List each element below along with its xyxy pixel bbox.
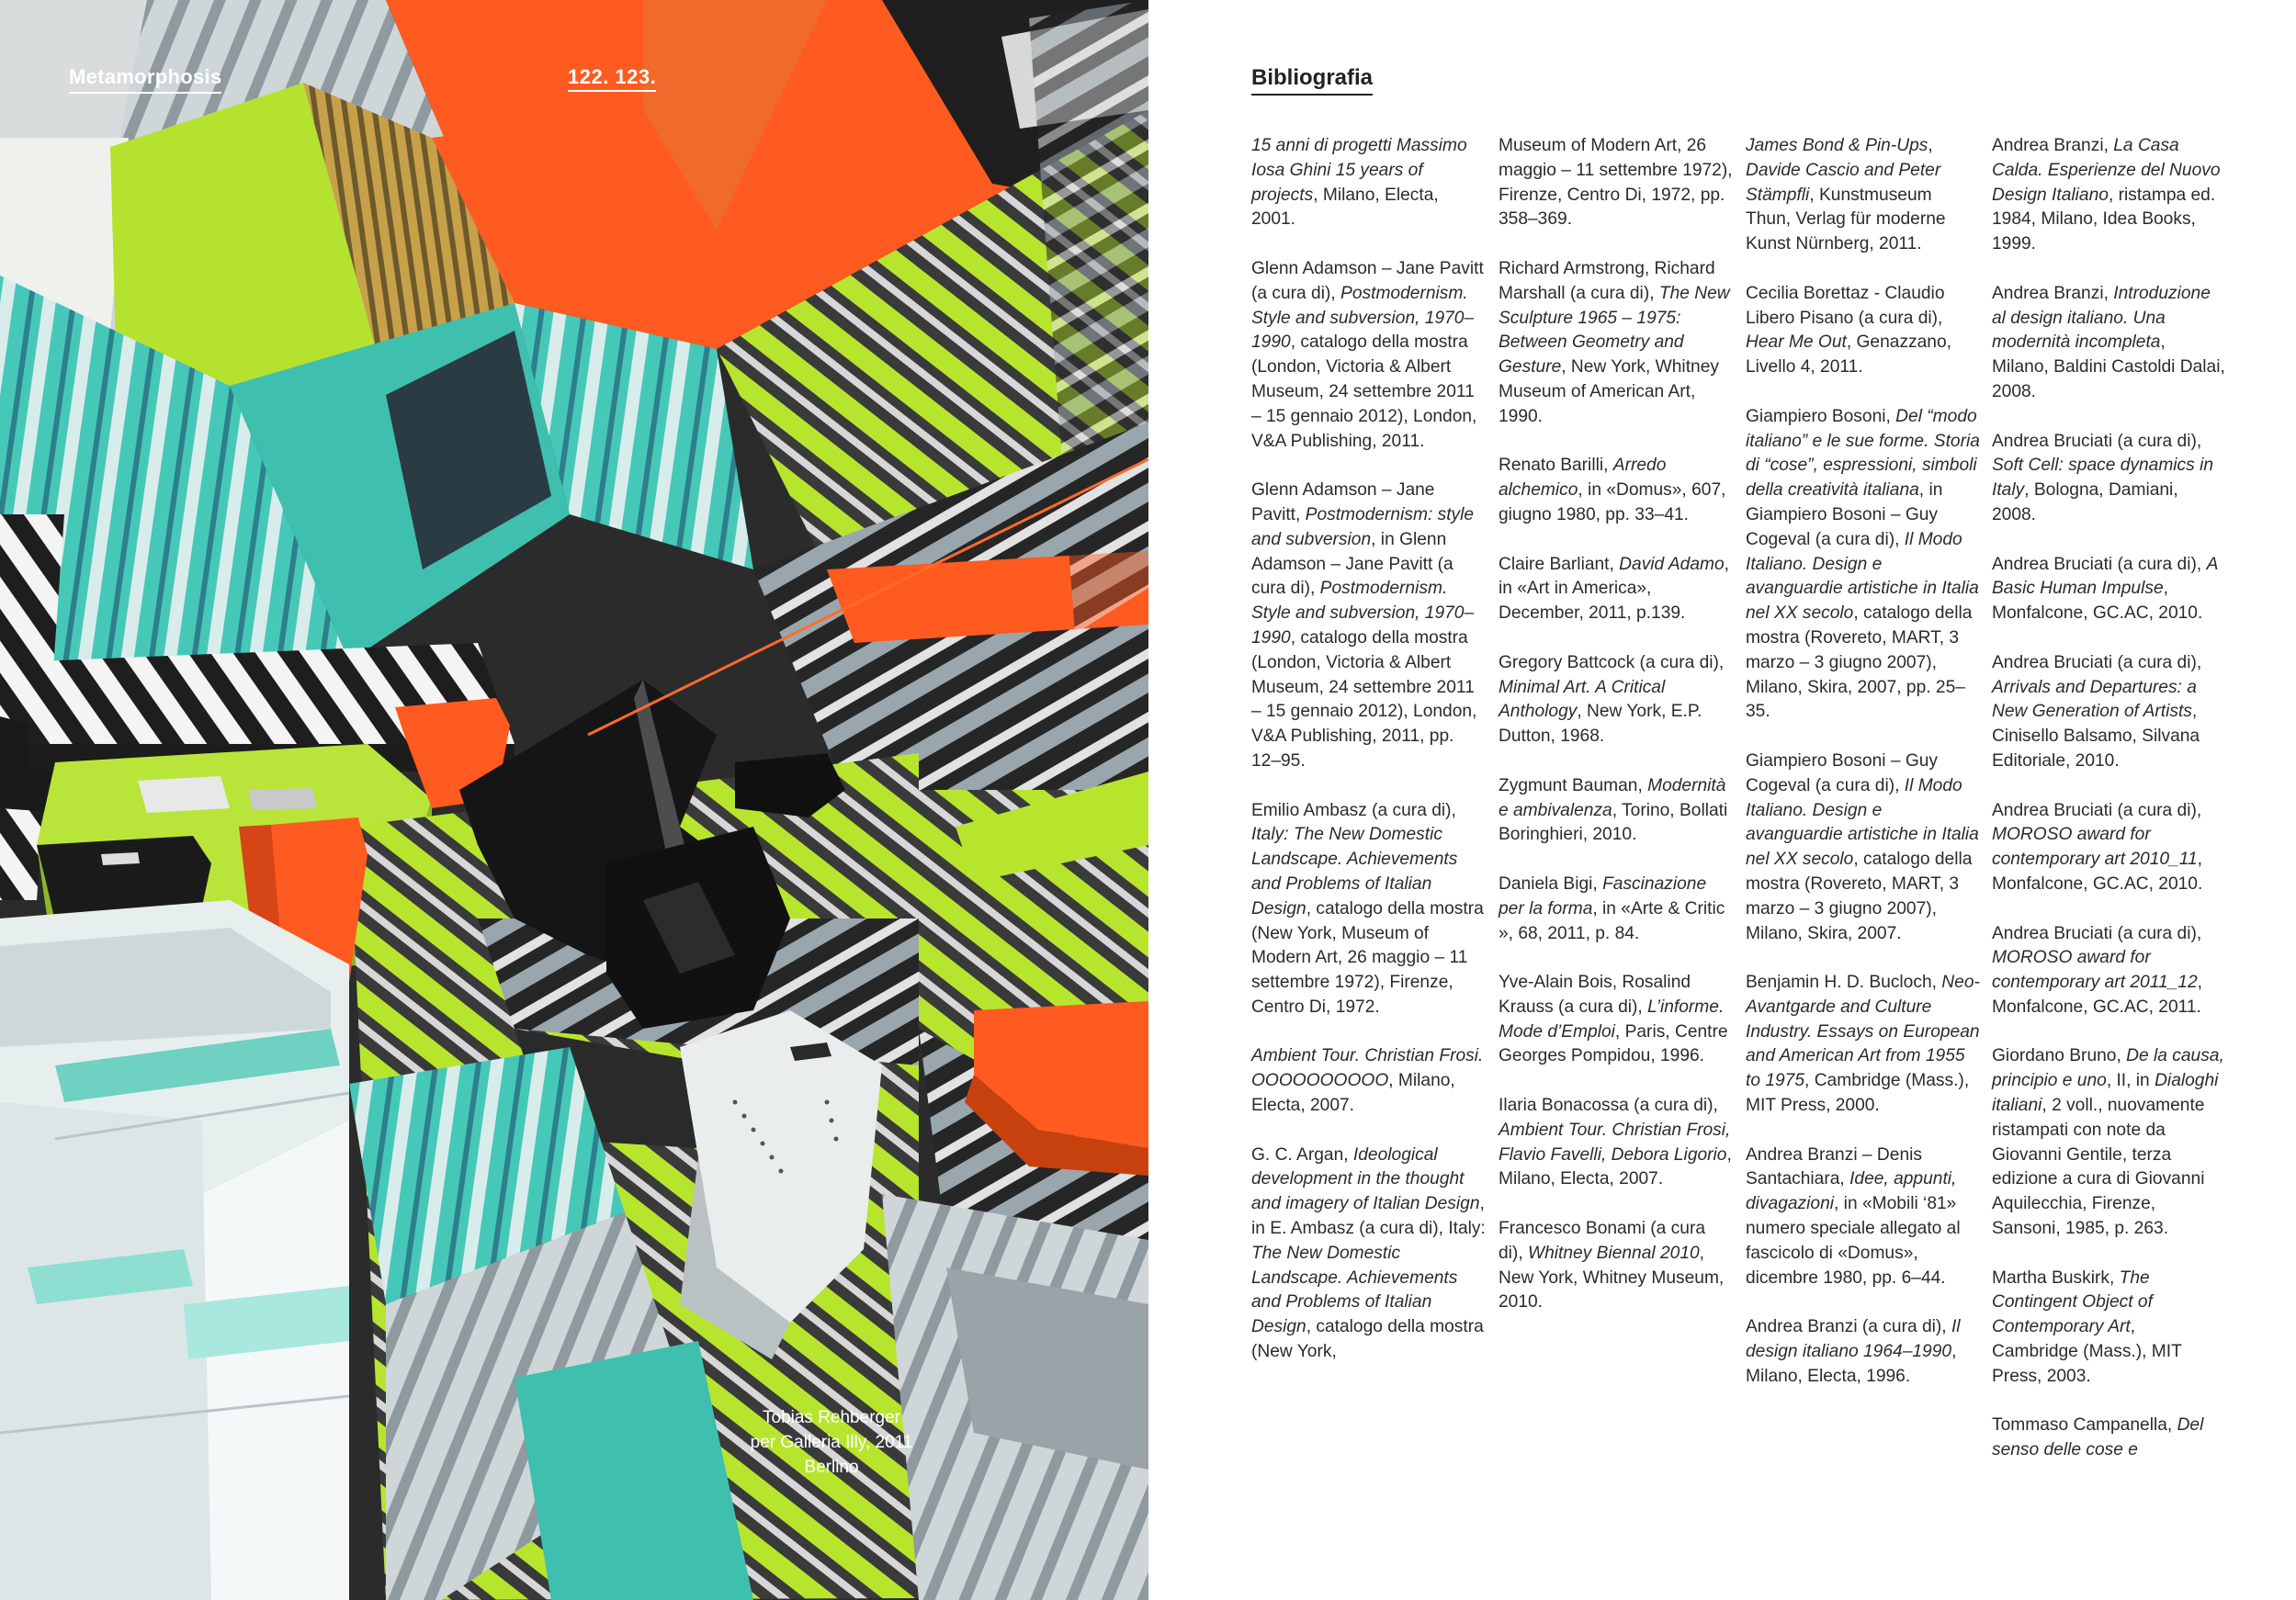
page-numbers [568, 64, 656, 90]
entry-text: , Milano, Electa, 2001. [1251, 185, 1439, 230]
photo-caption-line: per Galleria Illy, 2011 [750, 1433, 913, 1452]
entry-title-text: Postmodernism: style and subversion [1251, 504, 1475, 549]
entry-text: , in Giampiero Bosoni – Guy Cogeval (a cura di), [1746, 480, 1943, 549]
bibliography-entry [1992, 430, 2226, 528]
entry-text: , Cinisello Balsamo, Silvana Editoriale, 2010. [1992, 702, 2200, 771]
entry-text: Richard Armstrong, Richard Marshall (a cura di), [1499, 258, 1715, 303]
entry-title-text: A Basic Human Impulse [1992, 554, 2218, 599]
bibliography-entry [1499, 553, 1733, 626]
bibliography-entry [1499, 454, 1733, 527]
entry-title-text: Il Modo Italiano. Design e avanguardie artistiche in Italia nel XX secolo [1746, 775, 1979, 870]
bibliography-entry [1992, 1044, 2226, 1241]
entry-title-text: Del “modo italiano” e le sue forme. Storia di “cose”, espressioni, simboli della creatività italiana [1746, 406, 1980, 501]
entry-text: Cecilia Borettaz - Claudio Libero Pisano (a cura di), [1746, 283, 1945, 328]
page-numbers-label: 122. 123. [568, 65, 656, 92]
entry-text: , New York, Whitney Museum, 2010. [1499, 1243, 1725, 1313]
entry-title-text: La Casa Calda. Esperienze del Nuovo Design Italiano [1992, 136, 2221, 205]
entry-text: , Kunstmuseum Thun, Verlag für moderne Kunst Nürnberg, 2011. [1746, 185, 1946, 254]
entry-text: , Monfalcone, GC.AC, 2010. [1992, 850, 2203, 894]
entry-text: , in Glenn Adamson – Jane Pavitt (a cura di), [1251, 529, 1453, 599]
entry-text: Andrea Bruciati (a cura di), [1992, 431, 2202, 451]
entry-text: , catalogo della mostra (Rovereto, MART, 3 marzo – 3 giugno 2007), Milano, Skira, 2007. [1746, 850, 1973, 943]
entry-text: , in «Arte & Critic », 68, 2011, p. 84. [1499, 898, 1725, 943]
entry-text: Andrea Branzi (a cura di), [1746, 1317, 1951, 1337]
bibliography-page [1148, 0, 2296, 1600]
entry-title-text: Fascinazione per la forma [1499, 873, 1707, 918]
entry-text: , Milano, Electa, 2007. [1499, 1144, 1732, 1189]
entry-text: Andrea Bruciati (a cura di), [1992, 554, 2207, 574]
entry-title-text: Modernità e ambivalenza [1499, 775, 1726, 820]
entry-text: Claire Barliant, [1499, 554, 1620, 574]
bibliography-column-1 [1251, 134, 1486, 1390]
bibliography-entry [1251, 799, 1486, 1020]
entry-title-text: Ambient Tour. Christian Frosi, Flavio Favelli, Debora Ligorio [1499, 1120, 1731, 1165]
entry-title-text: Introduzione al design italiano. Una modernità incompleta [1992, 283, 2211, 353]
entry-text: , in «Domus», 607, giugno 1980, pp. 33–41. [1499, 480, 1726, 524]
entry-text: Tommaso Campanella, [1992, 1415, 2177, 1436]
entry-text: Glenn Adamson – Jane Pavitt, [1251, 480, 1435, 524]
entry-text: Zygmunt Bauman, [1499, 775, 1648, 795]
entry-title-text: The New Domestic Landscape. Achievements and Problems of Italian Design [1251, 1243, 1458, 1337]
entry-title-text: 15 anni di progetti Massimo Iosa Ghini 15 years of projects [1251, 136, 1467, 205]
bibliography-title: Bibliografia [1251, 64, 1373, 96]
entry-text: Emilio Ambasz (a cura di), [1251, 800, 1456, 820]
entry-title-text: James Bond & Pin-Ups [1746, 136, 1928, 155]
entry-text: , ristampa ed. 1984, Milano, Idea Books, 1999. [1992, 185, 2216, 254]
entry-text: , Cambridge (Mass.), MIT Press, 2000. [1746, 1071, 1970, 1116]
bibliography-entry [1746, 1144, 1980, 1291]
entry-text: , Monfalcone, GC.AC, 2011. [1992, 973, 2202, 1017]
bibliography-entry [1746, 405, 1980, 725]
entry-title-text: Arredo alchemico [1499, 456, 1667, 501]
bibliography-entry [1746, 282, 1980, 380]
entry-text: Ilaria Bonacossa (a cura di), [1499, 1096, 1718, 1116]
entry-text: , in E. Ambasz (a cura di), Italy: [1251, 1194, 1486, 1239]
entry-text: , Cambridge (Mass.), MIT Press, 2003. [1992, 1317, 2182, 1386]
bibliography-entry [1499, 257, 1733, 430]
entry-text: , Milano, Baldini Castoldi Dalai, 2008. [1992, 332, 2225, 401]
bibliography-entry [1746, 1315, 1980, 1389]
entry-text: , Genazzano, Livello 4, 2011. [1746, 332, 1951, 377]
entry-title-text: Del senso delle cose e [1992, 1415, 2204, 1460]
entry-text: Gregory Battcock (a cura di), [1499, 652, 1725, 672]
entry-text: , catalogo della mostra (New York, Museum of Modern Art, 26 maggio – 11 settembre 1972), Firenze, Centro Di, 1972. [1251, 898, 1484, 1017]
entry-title-text: Postmodernism. Style and subversion, 1970–1990 [1251, 579, 1475, 648]
entry-title-text: Davide Cascio and Peter Stämpfli [1746, 160, 1941, 205]
entry-title-text: Minimal Art. A Critical Anthology [1499, 677, 1666, 722]
entry-text: , in «Mobili ‘81» numero speciale allegato al fascicolo di «Domus», dicembre 1980, pp. 6–44. [1746, 1194, 1961, 1288]
entry-text: , New York, E.P. Dutton, 1968. [1499, 702, 1702, 747]
bibliography-entry [1251, 134, 1486, 232]
entry-text: , catalogo della mostra (Rovereto, MART, 3 marzo – 3 giugno 2007), Milano, Skira, 2007, pp. 25–35. [1746, 603, 1973, 722]
entry-text: Renato Barilli, [1499, 456, 1613, 476]
bibliography-entry [1499, 971, 1733, 1069]
entry-text: Giampiero Bosoni, [1746, 406, 1896, 426]
photo-caption-line: Berlino [804, 1458, 859, 1477]
entry-text: Yve-Alain Bois, Rosalind Krauss (a cura di), [1499, 973, 1691, 1017]
entry-text: Giampiero Bosoni – Guy Cogeval (a cura di), [1746, 750, 1939, 795]
bibliography-entry [1992, 553, 2226, 626]
entry-text: G. C. Argan, [1251, 1144, 1353, 1165]
bibliography-entry [1992, 922, 2226, 1020]
entry-text: , 2 voll., nuovamente ristampati con note da Giovanni Gentile, terza edizione a cura di Giovanni Aquilecchia, Firenze, Sansoni, 1985, p. 263. [1992, 1096, 2205, 1239]
bibliography-entry [1992, 799, 2226, 897]
entry-text: , Paris, Centre Georges Pompidou, 1996. [1499, 1021, 1728, 1066]
entry-title-text: David Adamo [1619, 554, 1725, 574]
entry-title-text: Hear Me Out [1746, 332, 1847, 353]
entry-text: , Torino, Bollati Boringhieri, 2010. [1499, 800, 1728, 845]
entry-title-text: Ideological development in the thought and imagery of Italian Design [1251, 1144, 1480, 1214]
entry-text: , catalogo della mostra (London, Victoria & Albert Museum, 24 settembre 2011 – 15 gennaio 2012), London, V&A Publishing, 2011, pp. 12–95. [1251, 627, 1477, 771]
photo-caption-line: Tobias Rehberger [763, 1408, 900, 1427]
entry-text: Andrea Branzi, [1992, 283, 2114, 303]
bibliography-column-4 [1992, 134, 2226, 1488]
entry-text: Francesco Bonami (a cura di), [1499, 1219, 1706, 1263]
entry-title-text: Soft Cell: space dynamics in Italy [1992, 456, 2214, 501]
bibliography-column-3 [1746, 134, 1980, 1414]
entry-title-text: Arrivals and Departures: a New Generation of Artists [1992, 677, 2197, 722]
entry-title-text: De la causa, principio e uno [1992, 1046, 2224, 1091]
bibliography-entry [1992, 651, 2226, 774]
bibliography-entry [1499, 1217, 1733, 1315]
entry-text: , New York, Whitney Museum of American Art, 1990. [1499, 357, 1719, 426]
bibliography-entry [1499, 651, 1733, 749]
entry-text: , Milano, Electa, 1996. [1746, 1342, 1957, 1386]
entry-title-text: The Contingent Object of Contemporary Art [1992, 1268, 2153, 1337]
entry-title-text: Neo-Avantgarde and Culture Industry. Essays on European and American Art from 1955 to 1975 [1746, 973, 1980, 1091]
entry-text: Benjamin H. D. Bucloch, [1746, 973, 1942, 993]
bibliography-entry [1992, 1414, 2226, 1463]
entry-title-text: Italy: The New Domestic Landscape. Achievements and Problems of Italian Design [1251, 825, 1458, 918]
bibliography-entry [1251, 257, 1486, 454]
entry-text: , catalogo della mostra (New York, [1251, 1317, 1484, 1362]
bibliography-entry [1251, 479, 1486, 774]
entry-text: , [1928, 136, 1933, 155]
entry-text: , Bologna, Damiani, 2008. [1992, 480, 2178, 524]
entry-title-text: The New Sculpture 1965 – 1975: Between Geometry and Gesture [1499, 283, 1730, 377]
bibliography-entry [1992, 134, 2226, 257]
bibliography-entry [1499, 134, 1733, 232]
bibliography-entry [1992, 1267, 2226, 1390]
running-title: Metamorphosis [69, 64, 221, 94]
bibliography-entry [1251, 1144, 1486, 1365]
entry-title-text: Dialoghi italiani [1992, 1071, 2219, 1116]
entry-text: Martha Buskirk, [1992, 1268, 2120, 1288]
entry-text: Glenn Adamson – Jane Pavitt (a cura di), [1251, 258, 1484, 303]
bibliography-entry [1499, 774, 1733, 848]
entry-text: , II, in [2106, 1071, 2155, 1091]
bibliography-entry [1499, 873, 1733, 946]
entry-title-text: Postmodernism. Style and subversion, 1970–1990 [1251, 283, 1475, 353]
entry-text: Andrea Bruciati (a cura di), [1992, 923, 2202, 943]
bibliography-column-2 [1499, 134, 1733, 1340]
photo-caption [726, 1405, 937, 1480]
entry-title-text: Whitney Biennal 2010 [1528, 1243, 1700, 1263]
entry-title-text: Ambient Tour. Christian Frosi. OOOOOOOOOO [1251, 1046, 1484, 1091]
entry-text: Museum of Modern Art, 26 maggio – 11 settembre 1972), Firenze, Centro Di, 1972, pp. 358–369. [1499, 136, 1733, 230]
entry-text: Andrea Branzi, [1992, 136, 2114, 155]
entry-title-text: Il design italiano 1964–1990 [1746, 1317, 1961, 1362]
bibliography-entry [1746, 134, 1980, 257]
bibliography-entry [1746, 749, 1980, 946]
bibliography-entry [1251, 1044, 1486, 1118]
bibliography-entry [1499, 1094, 1733, 1192]
entry-text: Andrea Bruciati (a cura di), [1992, 652, 2202, 672]
entry-text: Daniela Bigi, [1499, 873, 1603, 894]
entry-text: , in «Art in America», December, 2011, p.139. [1499, 554, 1729, 624]
entry-title-text: MOROSO award for contemporary art 2010_11 [1992, 825, 2198, 870]
entry-title-text: Il Modo Italiano. Design e avanguardie artistiche in Italia nel XX secolo [1746, 529, 1979, 624]
entry-text: , Milano, Electa, 2007. [1251, 1071, 1455, 1116]
entry-text: Andrea Bruciati (a cura di), [1992, 800, 2202, 820]
entry-text: , Monfalcone, GC.AC, 2010. [1992, 579, 2203, 624]
entry-title-text: Idee, appunti, divagazioni [1746, 1169, 1957, 1214]
entry-text: Andrea Branzi – Denis Santachiara, [1746, 1144, 1922, 1189]
entry-title-text: MOROSO award for contemporary art 2011_12 [1992, 948, 2198, 993]
bibliography-entry [1992, 282, 2226, 405]
entry-text: , catalogo della mostra (London, Victoria & Albert Museum, 24 settembre 2011 – 15 gennaio 2012), London, V&A Publishing, 2011. [1251, 332, 1477, 451]
entry-title-text: L’informe. Mode d’Emploi [1499, 997, 1725, 1042]
bibliography-entry [1746, 971, 1980, 1119]
entry-text: Giordano Bruno, [1992, 1046, 2127, 1066]
